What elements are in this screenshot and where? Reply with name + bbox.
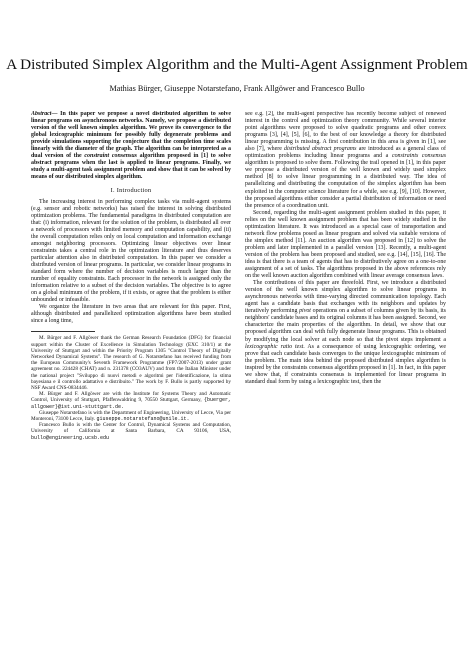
rp3-emphasis-a: pivot xyxy=(299,308,311,315)
abstract-label: Abstract xyxy=(31,111,52,117)
right-column xyxy=(245,111,446,656)
abstract xyxy=(31,111,231,181)
rp1-text-b: are introduced as a general class of optimization problems including linear programs and a xyxy=(245,146,446,160)
rp3-text-b: operations on a subset of columns given by its basis, its neighbors' candidate bases and its original columns it has been assigned. Second, we characterize the main properties of the algorithm. In detail, we show that our proposed algorithm can deal with fully degenerate linear programs. This is obtained by modifying the local solver at each node so that the pivot steps implement a xyxy=(245,308,446,343)
right-paragraph-3 xyxy=(245,280,446,386)
right-paragraph-1 xyxy=(245,111,446,210)
footnote-ucsb-email[interactable]: bullo@engineering.ucsb.edu xyxy=(31,434,110,441)
footnote-affiliation-ucsb xyxy=(31,422,231,441)
right-paragraph-2: Second, regarding the multi-agent assignment problem studied in this paper, it relies on the well known assignment problem that has been widely studied in the optimization literature. It was introduced as a special case of transportation and network flow problems posed as linear program and solved via suitable versions of the simplex method [11]. An auction algorithm was proposed in [12] to solve the problem and later implemented in a parallel version [13]. Recently, a multi-agent version of the problem has been proposed and studied, see e.g. [14], [15], [16]. The idea is that there is a team of agents that has to distributively agree on a one-to-one assignment of a set of tasks. The algorithms proposed in the above references rely on the well known auction algorithm combined with linear average consensus laws. xyxy=(245,209,446,280)
abstract-text-2: algorithm proposed in [1] to solve abstract programs when the last is applied to linear programs. Finally, we study a multi-agent task assignment problem and show that it can be solved by means of our distributed simplex algorithm. xyxy=(31,153,231,181)
rp1-text-a: see e.g. [2], the multi-agent perspective has recently become subject of renewed interest in the control and optimization theory community. While several interior point algorithms were proposed to solve quadratic programs and other convex programs [3], [4], [5], [6], to the best of our knowledge a theory for distributed linear programming is missing. A first contribution in this area is given in [1], see also [7], where xyxy=(245,111,446,153)
footnote-stuttgart-email[interactable]: {buerger, allgower}@ist.uni-stuttgart.de. xyxy=(31,397,231,410)
rp3-emphasis-b: lexicographic ratio test xyxy=(245,343,304,350)
intro-paragraph-2: We organize the literature in two areas that are relevant for this paper. First, although distributed and parallelized optimization algorithms have been studied since a long time, xyxy=(31,304,231,325)
left-column xyxy=(31,111,231,656)
rp1-emphasis-b: constraints consensus xyxy=(391,153,446,160)
abstract-emphasis: constraint consensus xyxy=(84,153,137,160)
footnote-affiliation-stuttgart xyxy=(31,391,231,410)
rp3-text-a: The contributions of this paper are threefold. First, we introduce a distributed version of the well known simplex algorithm to solve linear programs in asynchronous networks with time-varying directed communication topology. Each agent has a candidate basis that exchanges with its neighbors and updates by iteratively performing xyxy=(245,280,446,315)
footnote-divider xyxy=(31,331,95,332)
rp3-text-c: . As a consequence of using lexicographic ordering, we prove that each candidate basis converges to the unique lexicographic minimum of the problem. The main idea behind the proposed distributed simplex algorithm is inspired by the constraints consensus algorithm proposed in [1]. In fact, in this paper we show that, if constraints consensus is implemented for linear programs in standard dual form by using a lexicographic test, then the xyxy=(245,343,446,385)
footnote-lecce-email[interactable]: giuseppe.notarstefano@unile.it. xyxy=(96,416,190,422)
footnote-lecce-text: Giuseppe Notarstefano is with the Department of Engineering, University of Lecce, Via per Monteroni, 73100 Lecce, Italy. xyxy=(31,409,231,422)
section-heading-introduction: I. Introduction xyxy=(110,187,152,195)
abstract-text: — In this paper we propose a novel distributed algorithm to solve linear programs on asynchronous networks. Namely, we propose a distributed version of the well known simplex algorithm. We prove its convergence to the global lexicographic minimum for possibly fully degenerate problems and provide simulations supporting the conjecture that the completion time scales linearly with the diameter of the graph. The algorithm can be interpreted as a dual version of the xyxy=(31,111,231,160)
intro-paragraph-1: The increasing interest in performing complex tasks via multi-agent systems (e.g. sensor and robotic networks) has raised the interest in solving distributed optimization problems. The fundamental paradigms in distributed computation are that: (i) information, relevant for the solution of the problem, is distributed all over a network of processors with limited memory and computation capability, and (ii) the overall computation relies only on local computation and information exchange amongst neighboring processors. Optimizing linear objectives over linear constraints takes a central role in the optimization literature and thus deserves particular attention also in distributed computation. In this paper we consider a distributed version of linear programs. In particular, we consider linear programs in standard form where the number of decision variables is much larger than the number of equality constraints. Each processor in the network is assigned only the information relative to a subset of the decision variables. The objective is to agree on a global minimum of the problem, if it exists, or agree that the problem is either unbounded or infeasible. xyxy=(31,198,231,304)
footnote-affiliation-lecce xyxy=(31,410,231,422)
rp1-text-c: algorithm is proposed to solve them. Following the trail opened in [1], in this paper we propose a distributed version of the well known and widely used simplex method [8] to solve linear programming in a distributed way. The idea of parallelizing and distributing the computation of the simplex algorithm has been exploited in the computer science literature for a while, see e.g. [9], [10]. However, the proposed algorithms either consider a partial distribution of information or need the presence of a coordination unit. xyxy=(245,160,446,209)
rp1-emphasis-a: distributed abstract programs xyxy=(284,146,357,153)
footnote-funding: M. Bürger and F. Allgöwer thank the German Research Foundation (DFG) for financial support within the Cluster of Excellence in Simulation Technology (EXC 310/1) at the University of Stuttgart and within the Priority Program 1305 "Control Theory of Digitally Networked Dynamical Systems". The research of G. Notarstefano has received funding from the European Community's Seventh Framework Programme (FP7/2007-2013) under grant agreement no. 224428 (CHAT) and n. 231378 (CO3AUV) and from the Italian Minister under the national project "Sviluppo di nuovi metodi e algoritmi per l'identificazione, la stima bayesiana e il controllo adattativo e distribuito." The work by F. Bullo is partly supported by NSF Award CNS-0834446. xyxy=(31,335,231,391)
paper-authors: Mathias Bürger, Giuseppe Notarstefano, Frank Allgöwer and Francesco Bullo xyxy=(109,84,365,93)
footnote-stuttgart-text: M. Bürger and F. Allgöwer are with the Institute for Systems Theory and Automatic Control, University of Stuttgart, Pfaffenwaldring 9, 70550 Stuttgart, Germany, xyxy=(31,391,231,404)
paper-title: A Distributed Simplex Algorithm and the Multi-Agent Assignment Problem xyxy=(6,56,468,73)
footnote-ucsb-text: Francesco Bullo is with the Center for Control, Dynamical Systems and Computation, University of California at Santa Barbara, CA 93106, USA, xyxy=(31,422,231,435)
